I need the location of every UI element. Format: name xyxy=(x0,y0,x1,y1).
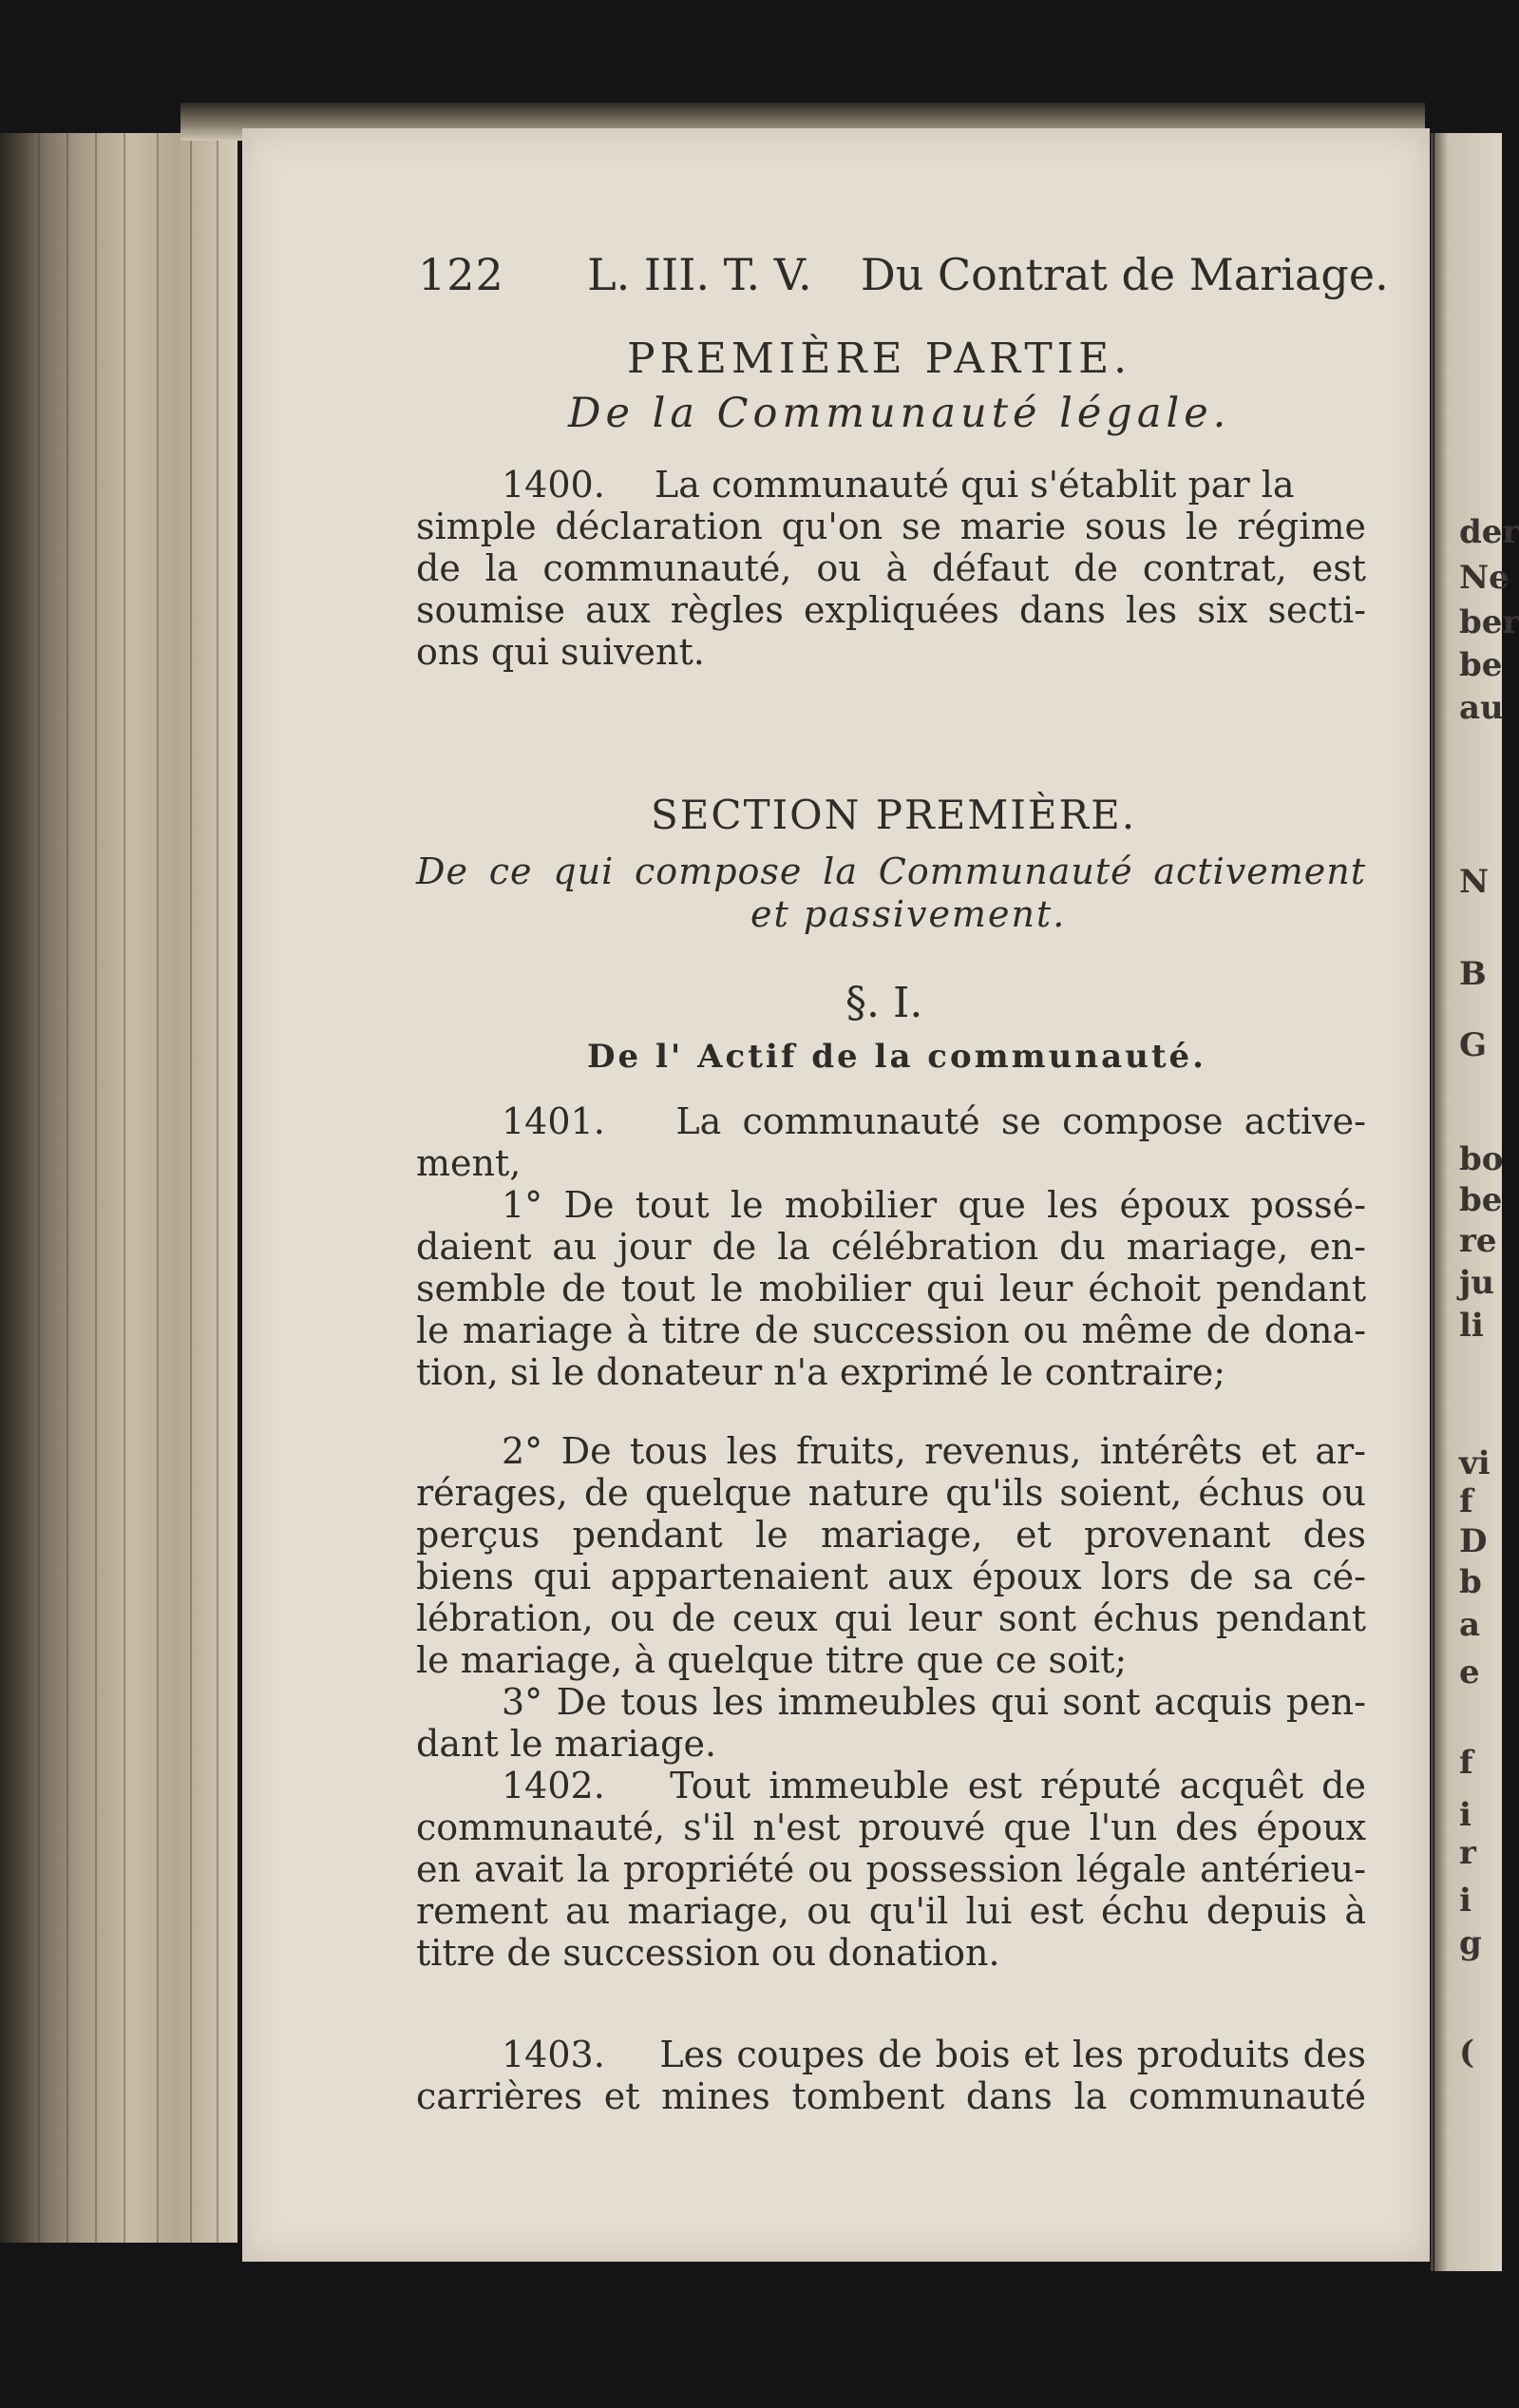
article-line: simple déclaration qu'on se marie sous le régime xyxy=(416,506,1366,547)
facing-page-fragment xyxy=(1434,133,1519,2271)
facing-fragment: f xyxy=(1459,1744,1473,1782)
article-1401-first-line xyxy=(502,1100,1366,1142)
article-line: rement au mariage, ou qu'il lui est échu depuis à xyxy=(416,1890,1366,1932)
item-line: semble de tout le mobilier qui leur échoit pendant xyxy=(416,1268,1366,1309)
facing-fragment: b xyxy=(1459,1563,1482,1601)
item-line: daient au jour de la célébration du mariage, en- xyxy=(416,1226,1366,1268)
facing-fragment: re xyxy=(1459,1222,1497,1260)
item-line: le mariage à titre de succession ou même de dona- xyxy=(416,1309,1366,1351)
running-head xyxy=(418,249,1389,300)
article-number: 1402. xyxy=(502,1765,605,1806)
section-subtitle-line2: et passivement. xyxy=(750,893,1067,935)
item-line: lébration, ou de ceux qui leur sont échus pendant xyxy=(416,1597,1366,1639)
article-line: en avait la propriété ou possession légale antérieu- xyxy=(416,1848,1366,1890)
facing-fragment: ju xyxy=(1459,1264,1495,1302)
article-line: titre de succession ou donation. xyxy=(416,1932,1000,1974)
article-number: 1403. xyxy=(502,2034,605,2075)
book-title: L. III. T. V. xyxy=(587,249,812,300)
item-line: dant le mariage. xyxy=(416,1723,717,1765)
item-line: 3° De tous les immeubles qui sont acquis pen- xyxy=(502,1681,1366,1723)
facing-fragment: bo xyxy=(1459,1140,1504,1178)
facing-fragment: ( xyxy=(1459,2034,1475,2072)
item-line: biens qui appartenaient aux époux lors de sa cé- xyxy=(416,1556,1366,1597)
item-line: 2° De tous les fruits, revenus, intérêts et ar- xyxy=(502,1430,1366,1472)
facing-fragment: e xyxy=(1459,1653,1480,1691)
part-subtitle: De la Communauté légale. xyxy=(568,390,1231,437)
article-number: 1400. xyxy=(502,464,605,506)
article-line: carrières et mines tombent dans la communauté xyxy=(416,2075,1366,2117)
paragraph-sign: §. I. xyxy=(845,979,923,1027)
article-number: 1401. xyxy=(502,1100,605,1142)
item-line: tion, si le donateur n'a exprimé le contraire; xyxy=(416,1351,1226,1393)
facing-fragment: a xyxy=(1459,1606,1481,1644)
article-1403-first-line xyxy=(502,2034,1366,2075)
paragraph-title: De l' Actif de la communauté. xyxy=(587,1038,1207,1076)
item-line: le mariage, à quelque titre que ce soit; xyxy=(416,1639,1128,1681)
article-text: La communauté qui s'établit par la xyxy=(654,464,1295,506)
facing-fragment: li xyxy=(1459,1307,1484,1345)
facing-fragment: B xyxy=(1459,955,1487,993)
facing-fragment: i xyxy=(1459,1882,1472,1920)
facing-fragment: N xyxy=(1459,863,1490,901)
article-line: communauté, s'il n'est prouvé que l'un des époux xyxy=(416,1806,1366,1848)
running-subject: Du Contrat de Mariage. xyxy=(860,249,1389,300)
item-line: 1° De tout le mobilier que les époux possé- xyxy=(502,1184,1366,1226)
item-line: perçus pendant le mariage, et provenant des xyxy=(416,1514,1366,1556)
article-line: soumise aux règles expliquées dans les six secti- xyxy=(416,589,1366,631)
facing-fragment: r xyxy=(1459,1834,1476,1872)
article-text: Les coupes de bois et les produits des xyxy=(659,2034,1366,2075)
item-line: rérages, de quelque nature qu'ils soient, échus ou xyxy=(416,1472,1366,1514)
facing-fragment: ber xyxy=(1459,603,1519,641)
article-text: La communauté se compose active- xyxy=(675,1100,1366,1142)
facing-fragment: i xyxy=(1459,1796,1472,1834)
page-number: 122 xyxy=(418,249,504,300)
article-text: Tout immeuble est réputé acquêt de xyxy=(670,1765,1366,1806)
facing-fragment: be xyxy=(1459,1181,1503,1219)
section-title: SECTION PREMIÈRE. xyxy=(651,792,1137,838)
facing-fragment: au xyxy=(1459,689,1504,727)
book-page-edges xyxy=(0,133,237,2243)
article-line: de la communauté, ou à défaut de contrat, est xyxy=(416,547,1366,589)
facing-fragment: vi xyxy=(1459,1444,1491,1482)
facing-fragment: D xyxy=(1459,1522,1488,1560)
facing-fragment: be xyxy=(1459,646,1503,684)
facing-fragment: G xyxy=(1459,1026,1488,1064)
facing-fragment: der xyxy=(1459,513,1519,551)
part-title: PREMIÈRE PARTIE. xyxy=(627,334,1132,383)
facing-fragment: Ne xyxy=(1459,559,1510,597)
article-1402-first-line xyxy=(502,1765,1366,1806)
facing-fragment: g xyxy=(1459,1924,1482,1962)
article-1400-first-line xyxy=(502,464,1361,506)
book-gutter xyxy=(1431,133,1434,2271)
section-subtitle-line1: De ce qui compose la Communauté activement xyxy=(416,850,1366,892)
article-line: ons qui suivent. xyxy=(416,631,705,673)
article-line: ment, xyxy=(416,1142,522,1184)
facing-fragment: f xyxy=(1459,1482,1473,1520)
